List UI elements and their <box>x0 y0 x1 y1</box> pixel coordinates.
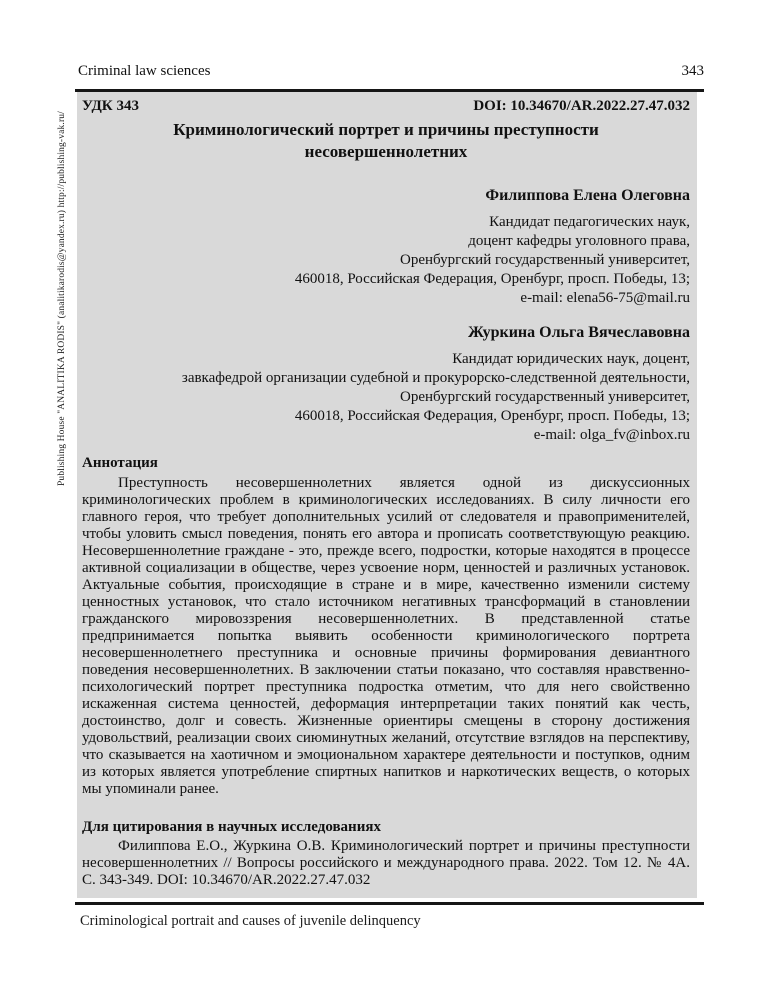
running-footer-title: Criminological portrait and causes of juvenile delinquency <box>80 913 421 929</box>
author-2-email: e-mail: olga_fv@inbox.ru <box>533 427 690 443</box>
author-1-affiliation-line: доцент кафедры уголовного права, <box>468 233 690 249</box>
author-1-name: Филиппова Елена Олеговна <box>485 187 690 204</box>
running-header-section: Criminal law sciences <box>78 63 211 79</box>
citation-heading: Для цитирования в научных исследованиях <box>82 819 381 835</box>
author-2-affiliation-line: Оренбургский государственный университет, <box>400 389 690 405</box>
article-title-line-1: Криминологический портрет и причины преступности <box>173 120 599 139</box>
author-2-affiliation-line: 460018, Российская Федерация, Оренбург, просп. Победы, 13; <box>294 408 690 424</box>
article-meta-row <box>82 98 690 115</box>
article-title-line-2: несовершеннолетних <box>304 142 468 161</box>
author-1-affiliation-line: Оренбургский государственный университет, <box>400 252 690 268</box>
author-2-name: Журкина Ольга Вячеславовна <box>467 324 690 341</box>
citation-text: Филиппова Е.О., Журкина О.В. Криминологический портрет и причины преступности несовершеннолетних // Вопросы российского и международного права. 2022. Том 12. № 4А. С. 343-349. DOI: 10.34670/AR.2022.27.47.032 <box>82 838 690 888</box>
author-1-affiliation-line: 460018, Российская Федерация, Оренбург, просп. Победы, 13; <box>294 271 690 287</box>
footer-rule <box>75 902 704 905</box>
running-header <box>78 63 704 80</box>
article-title <box>82 119 690 163</box>
publisher-vertical-text: Publishing House "ANALITIKA RODIS" (analitikarodis@yandex.ru) http://publishing-vak.ru/ <box>57 111 67 486</box>
abstract-heading: Аннотация <box>82 455 158 471</box>
author-1-affiliation <box>82 213 690 308</box>
doi-code: DOI: 10.34670/AR.2022.27.47.032 <box>473 98 690 114</box>
abstract-text: Преступность несовершеннолетних является одной из дискуссионных криминологических проблем в криминологических исследованиях. В силу личности его главного героя, что требует дополнительных усилий от следователя и правоприменителей, чтобы уловить смысл поведения, понять его автора и прописать соответствующую реакцию. Несовершеннолетние граждане - это, прежде всего, подростки, которые находятся в процессе активной социализации в обществе, через усвоение норм, ценностей и различных установок. Актуальные события, происходящие в стране и в мире, качественно изменили систему ценностных установок, что стало источником негативных трансформаций в становлении гражданского мировоззрения несовершеннолетних. В представленной статье предпринимается попытка выявить особенности криминологического портрета несовершеннолетнего преступника и основные причины формирования девиантного поведения несовершеннолетних. В заключении статьи показано, что составляя нравственно-психологический портрет преступника подростка отметим, что для него свойственно искаженная система ценностей, деформация интерпретации таких понятий как честь, достоинство, долг и совесть. Жизненные ориентиры смещены в сторону достижения удовольствий, реализации своих сиюминутных желаний, отсутствие взглядов на перспективу, что сказывается на хаотичном и эмоциональном характере деятельности и поступков, одним из которых является употребление спиртных напитков и наркотических веществ, о которых мы упоминали ранее. <box>82 475 690 797</box>
article-content-block <box>77 92 697 898</box>
udk-code: УДК 343 <box>82 98 139 114</box>
author-2-affiliation-line: Кандидат юридических наук, доцент, <box>452 351 690 367</box>
author-1-email: e-mail: elena56-75@mail.ru <box>520 290 690 306</box>
author-2-affiliation <box>82 350 690 445</box>
author-1-affiliation-line: Кандидат педагогических наук, <box>489 214 690 230</box>
page-number: 343 <box>681 63 704 79</box>
author-2-affiliation-line: завкафедрой организации судебной и прокурорско-следственной деятельности, <box>181 370 690 386</box>
